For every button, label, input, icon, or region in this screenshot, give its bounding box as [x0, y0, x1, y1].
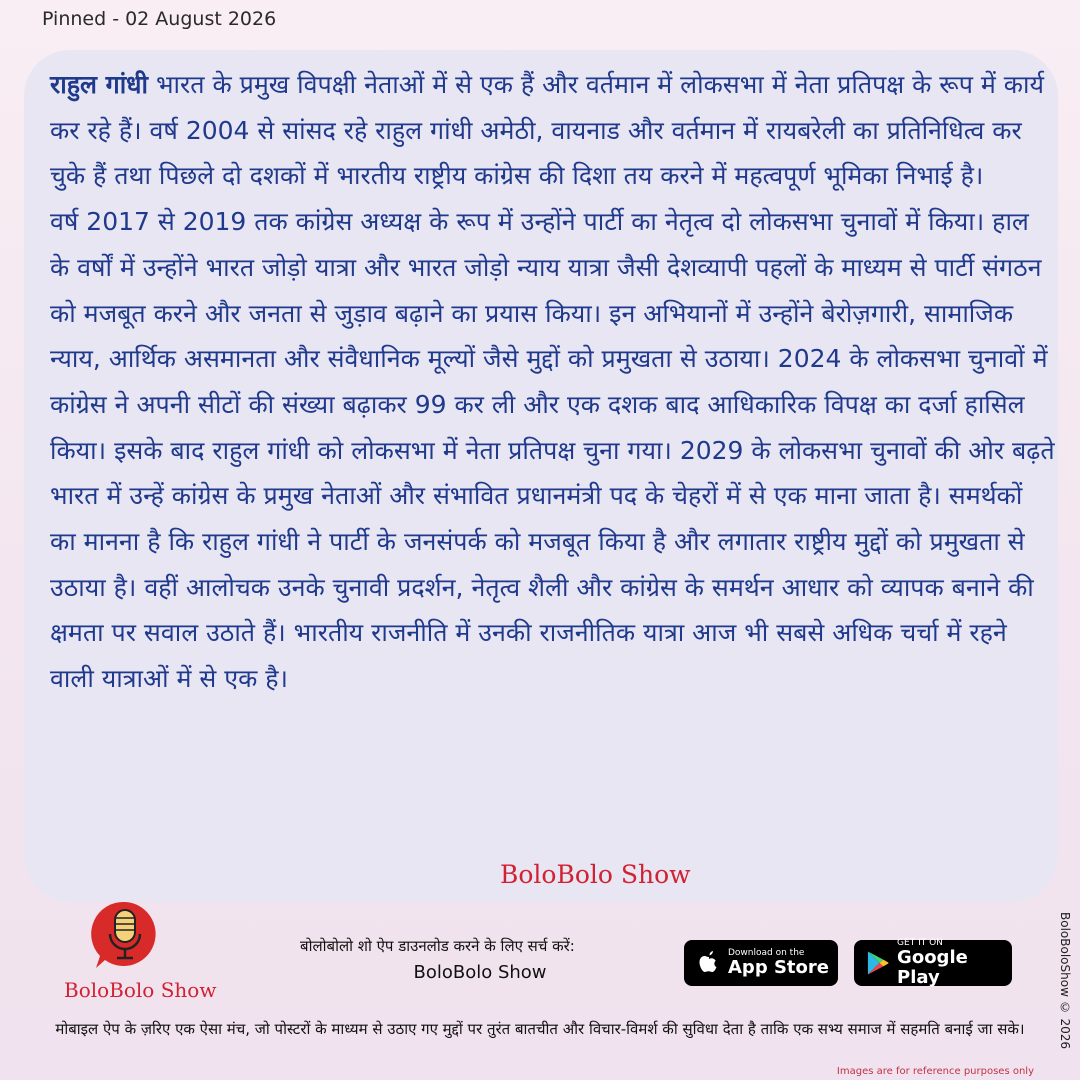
search-instruction: बोलोबोलो शो ऐप डाउनलोड करने के लिए सर्च करें:: [300, 937, 575, 955]
article-body: [50, 62, 1055, 702]
google-play-small-label: GET IT ON: [897, 938, 943, 948]
pinned-date-label: Pinned - 02 August 2026: [42, 8, 277, 30]
brand-watermark: BoloBolo Show: [500, 860, 691, 889]
disclaimer-note: Images are for reference purposes only: [836, 1066, 1034, 1077]
google-play-text: [897, 938, 1012, 988]
article-paragraph-1: [50, 62, 1055, 199]
logo-wordmark: BoloBolo Show: [64, 978, 217, 1002]
search-app-name: BoloBolo Show: [413, 962, 547, 983]
article-paragraph-2: वर्ष 2017 से 2019 तक कांग्रेस अध्यक्ष के रूप में उन्होंने पार्टी का नेतृत्व दो लोकसभा चुनावों में किया। हाल के वर्षों में उन्होंने भारत जोड़ो यात्रा और भारत जोड़ो न्याय यात्रा जैसी देशव्यापी पहलों के माध्यम से पार्टी संगठन को मजबूत करने और जनता से जुड़ाव बढ़ाने का प्रयास किया। इन अभियानों में उन्होंने बेरोज़गारी, सामाजिक न्याय, आर्थिक असमानता और संवैधानिक मूल्यों जैसे मुद्दों को प्रमुखता से उठाया। 2024 के लोकसभा चुनावों में कांग्रेस ने अपनी सीटों की संख्या बढ़ाकर 99 कर ली और एक दशक बाद आधिकारिक विपक्ष का दर्जा हासिल किया। इसके बाद राहुल गांधी को लोकसभा में नेता प्रतिपक्ष चुना गया। 2029 के लोकसभा चुनावों की ओर बढ़ते भारत में उन्हें कांग्रेस के प्रमुख नेताओं और संभावित प्रधानमंत्री पद के चेहरों में से एक माना जाता है। समर्थकों का मानना है कि राहुल गांधी ने पार्टी के जनसंपर्क को मजबूत किया है और लगातार राष्ट्रीय मुद्दों को प्रमुखता से उठाया है। वहीं आलोचक उनके चुनावी प्रदर्शन, नेतृत्व शैली और कांग्रेस के समर्थन आधार को व्यापक बनाने की क्षमता पर सवाल उठाते हैं। भारतीय राजनीति में उनकी राजनीतिक यात्रा आज भी सबसे अधिक चर्चा में रहने वाली यात्राओं में से एक है।: [50, 207, 1055, 694]
google-play-icon: [866, 950, 889, 976]
microphone-logo-icon[interactable]: [90, 900, 160, 970]
app-description: मोबाइल ऐप के ज़रिए एक ऐसा मंच, जो पोस्टरों के माध्यम से उठाए गए मुद्दों पर तुरंत बातचीत और विचार-विमर्श की सुविधा देता है ताकि एक सभ्य समाज में सहमति बनाई जा सके।: [55, 1020, 1025, 1038]
apple-icon: [698, 950, 720, 976]
article-card: [24, 50, 1058, 902]
article-paragraph-1-text: भारत के प्रमुख विपक्षी नेताओं में से एक हैं और वर्तमान में लोकसभा में नेता प्रतिपक्ष के रूप में कार्य कर रहे हैं। वर्ष 2004 से सांसद रहे राहुल गांधी अमेठी, वायनाड और वर्तमान में रायबरेली का प्रतिनिधित्व कर चुके हैं तथा पिछले दो दशकों में भारतीय राष्ट्रीय कांग्रेस की दिशा तय करने में महत्वपूर्ण भूमिका निभाई है।: [50, 70, 1044, 191]
google-play-button[interactable]: [854, 940, 1012, 986]
copyright-vertical: BoloBoloShow © 2026: [1058, 912, 1072, 1050]
app-store-big-label: App Store: [728, 957, 829, 978]
google-play-big-label: Google Play: [897, 947, 968, 988]
app-store-button[interactable]: [684, 940, 838, 986]
article-subject-name: राहुल गांधी: [50, 70, 149, 99]
app-store-small-label: Download on the: [728, 948, 805, 958]
app-store-text: [728, 948, 829, 978]
